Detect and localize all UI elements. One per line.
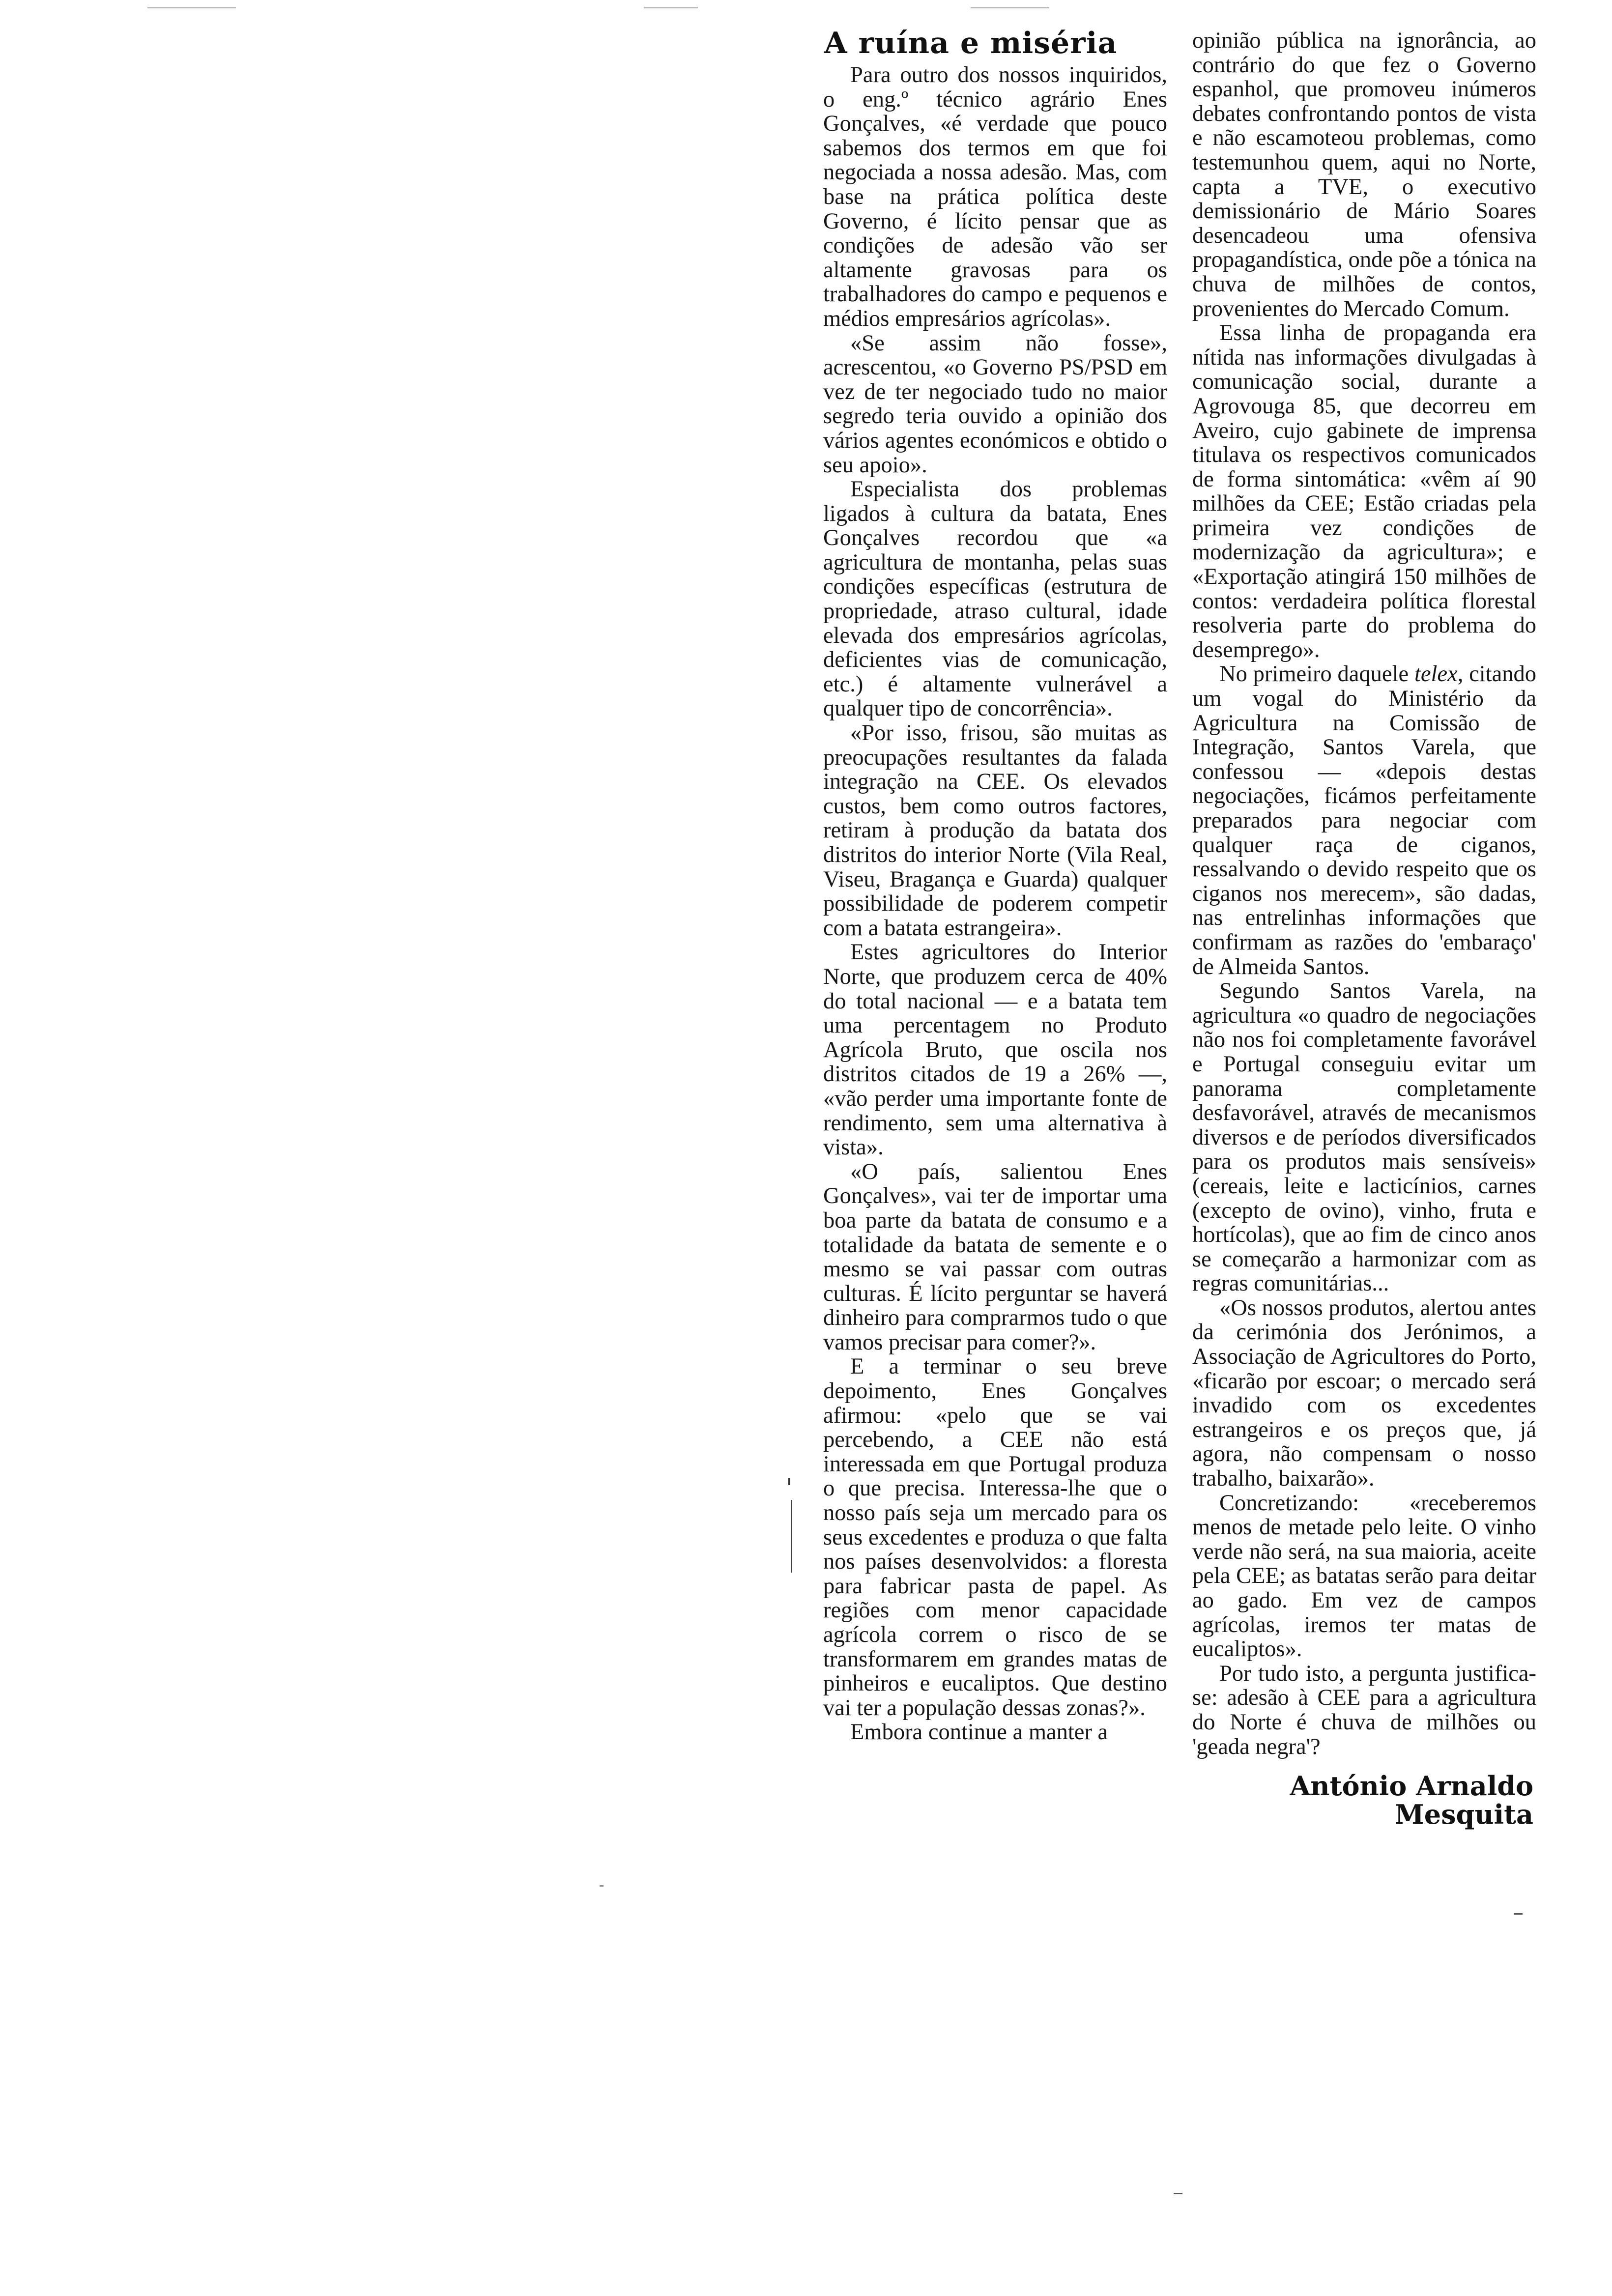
scan-mark	[971, 7, 1049, 8]
paragraph: «Os nossos produtos, alertou antes da cerimónia dos Jerónimos, a Associação de Agricultores do Porto, «ficarão por escoar; o mercado será invadido com os excedentes estrangeiros e os preços que, já agora, não compensam o nosso trabalho, baixarão».	[1192, 1295, 1536, 1492]
paragraph: «Por isso, frisou, são muitas as preocupações resultantes da falada integração na CEE. Os elevados custos, bem como outros factores, retiram à produção da batata dos distritos do interior Norte (Vila Real, Viseu, Bragança e Guarda) qualquer possibilidade de poderem competir com a batata estrangeira».	[823, 720, 1167, 941]
author-name-line1: António Arnaldo	[1290, 1770, 1533, 1802]
paragraph: «Se assim não fosse», acrescentou, «o Governo PS/PSD em vez de ter negociado tudo no maior segredo teria ouvido a opinião dos vários agentes económicos e obtido o seu apoio».	[823, 330, 1167, 478]
article-column-right	[1192, 29, 1536, 1829]
paragraph: Segundo Santos Varela, na agricultura «o quadro de negociações não nos foi completamente favorável e Portugal conseguiu evitar um panorama completamente desfavorável, através de mecanismos diversos e de períodos diversificados para os produtos mais sensíveis» (cereais, leite e lacticínios, carnes (excepto de ovino), vinho, fruta e hortícolas), que ao fim de cinco anos se começarão a harmonizar com as regras comunitárias...	[1192, 978, 1536, 1296]
author-byline	[1192, 1772, 1536, 1829]
paragraph: Especialista dos problemas ligados à cultura da batata, Enes Gonçalves recordou que «a agricultura de montanha, pelas suas condições específicas (estrutura de propriedade, atraso cultural, idade elevada dos empresários agrícolas, deficientes vias de comunicação, etc.) é altamente vulnerável a qualquer tipo de concorrência».	[823, 477, 1167, 721]
paragraph: Estes agricultores do Interior Norte, que produzem cerca de 40% do total nacional — e a batata tem uma percentagem no Produto Agrícola Bruto, que oscila nos distritos citados de 19 a 26% —, «vão perder uma importante fonte de rendimento, sem uma alternativa à vista».	[823, 940, 1167, 1160]
margin-dash	[1514, 1913, 1523, 1915]
paragraph: «O país, salientou Enes Gonçalves», vai ter de importar uma boa parte da batata de consumo e a totalidade da batata de semente e o mesmo se vai passar com outras culturas. É lícito perguntar se haverá dinheiro para comprarmos tudo o que vamos precisar para comer?».	[823, 1159, 1167, 1355]
paragraph: Concretizando: «receberemos menos de metade pelo leite. O vinho verde não será, na sua maioria, aceite pela CEE; as batatas serão para deitar ao gado. Em vez de campos agrícolas, iremos ter matas de eucaliptos».	[1192, 1490, 1536, 1662]
paragraph-telex	[1192, 662, 1536, 979]
telex-text-before: No primeiro daquele	[1219, 661, 1414, 687]
scan-mark	[147, 7, 236, 8]
article-headline: A ruína e miséria	[824, 26, 1118, 60]
paragraph: opinião pública na ignorância, ao contrário do que fez o Governo espanhol, que promoveu inúmeros debates confrontando pontos de vista e não escamoteou problemas, como testemunhou quem, aqui no Norte, capta a TVE, o executivo demissionário de Mário Soares desencadeou uma ofensiva propagandística, onde põe a tónica na chuva de milhões de contos, provenientes do Mercado Comum.	[1192, 28, 1536, 321]
article-column-left	[823, 26, 1167, 1745]
paragraph: Para outro dos nossos inquiridos, o eng.º técnico agrário Enes Gonçalves, «é verdade que pouco sabemos dos termos em que foi negociada a nossa adesão. Mas, com base na prática política deste Governo, é lícito pensar que as condições de adesão vão ser altamente gravosas para os trabalhadores do campo e pequenos e médios empresários agrícolas».	[823, 62, 1167, 331]
scan-speck	[600, 1885, 604, 1887]
telex-text-after: , citando um vogal do Ministério da Agricultura na Comissão de Integração, Santos Varela, que confessou — «depois destas negociações, ficámos perfeitamente preparados para negociar com qualquer raça de ciganos, ressalvando o devido respeito que os ciganos nos merecem», são dadas, nas entrelinhas informações que confirmam as razões do 'embaraço' de Almeida Santos.	[1192, 661, 1536, 979]
telex-italic-word: telex	[1414, 661, 1458, 687]
author-name-line2: Mesquita	[1395, 1799, 1533, 1831]
paragraph: Por tudo isto, a pergunta justifica-se: adesão à CEE para a agricultura do Norte é chuva de milhões ou 'geada negra'?	[1192, 1661, 1536, 1759]
margin-rule	[791, 1500, 792, 1573]
paragraph: Embora continue a manter a	[850, 1720, 1108, 1745]
margin-dash	[1174, 2193, 1182, 2194]
scan-mark	[644, 7, 698, 8]
paragraph: E a terminar o seu breve depoimento, Enes Gonçalves afirmou: «pelo que se vai percebendo, a CEE não está interessada em que Portugal produza o que precisa. Interessa-lhe que o nosso país seja um mercado para os seus excedentes e produza o que falta nos países desenvolvidos: a floresta para fabricar pasta de papel. As regiões com menor capacidade agrícola correm o risco de se transformarem em grandes matas de pinheiros e eucaliptos. Que destino vai ter a população dessas zonas?».	[823, 1354, 1167, 1721]
margin-mark	[788, 1478, 790, 1485]
paragraph: Essa linha de propaganda era nítida nas informações divulgadas à comunicação social, durante a Agrovouga 85, que decorreu em Aveiro, cujo gabinete de imprensa titulava os respectivos comunicados de forma sintomática: «vêm aí 90 milhões da CEE; Estão criadas pela primeira vez condições de modernização da agricultura»; e «Exportação atingirá 150 milhões de contos: verdadeira política florestal resolveria parte do problema do desemprego».	[1192, 320, 1536, 662]
